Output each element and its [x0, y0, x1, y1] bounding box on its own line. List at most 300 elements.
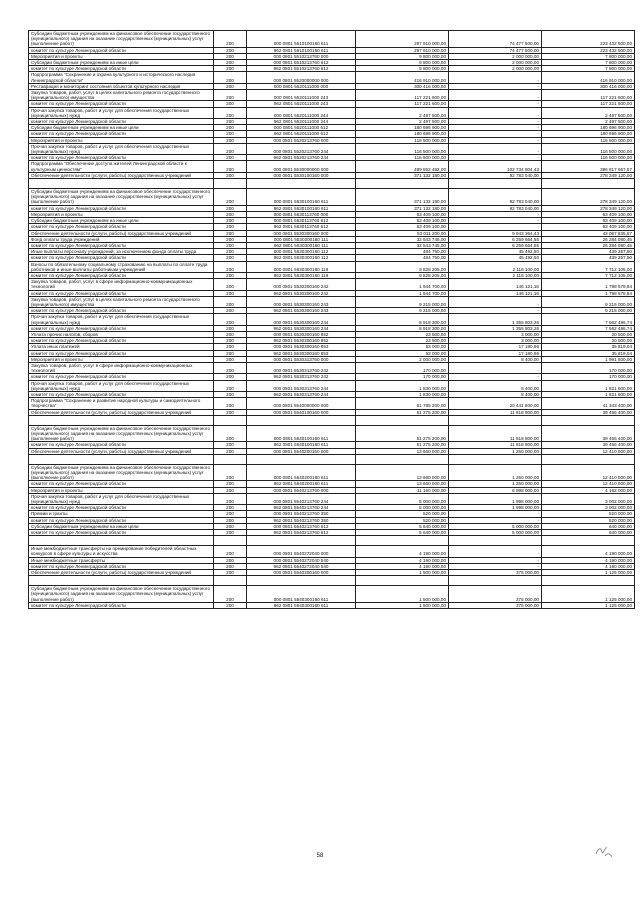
- row-amount-executed: 1 355 803,26: [449, 325, 542, 331]
- row-code: 200: [214, 517, 247, 523]
- row-amount-approved: 520 000,00: [356, 517, 449, 523]
- row-kbk: 962 0801 5530300160 111: [247, 242, 356, 248]
- row-code: 200: [214, 314, 247, 325]
- row-amount-remaining: 4 190 000,00: [542, 546, 635, 557]
- row-code: 200: [214, 31, 247, 48]
- row-kbk: 962 0801 5520213760 244: [247, 155, 356, 161]
- row-kbk: 000 0801 5530300160 000: [247, 230, 356, 236]
- row-amount-remaining: 1 798 578,84: [542, 290, 635, 296]
- row-amount-remaining: 1 821 600,00: [542, 391, 635, 397]
- row-code: 200: [214, 398, 247, 409]
- row-kbk: 962 0801 5540213760 612: [247, 530, 356, 536]
- row-amount-approved: 2 497 500,00: [356, 119, 449, 125]
- row-code: 200: [214, 493, 247, 504]
- row-name: Закупка товаров, работ, услуг в сфере информационно-коммуникационных технологий: [29, 279, 214, 290]
- row-amount-approved: 63 409 100,00: [356, 218, 449, 224]
- row-amount-executed: 6 259 664,55: [449, 236, 542, 242]
- row-amount-remaining: 7 800 000,00: [542, 53, 635, 59]
- spacer-cell: [356, 536, 449, 546]
- row-amount-approved: 23 500,00: [356, 338, 449, 344]
- row-amount-approved: 180 696 900,00: [356, 131, 449, 137]
- row-amount-approved: 297 910 000,00: [356, 47, 449, 53]
- row-kbk: 962 0801 5530313760 244: [247, 391, 356, 397]
- row-amount-approved: 416 910 000,00: [356, 72, 449, 83]
- row-amount-approved: 117 221 600,00: [356, 101, 449, 107]
- row-code: 200: [214, 338, 247, 344]
- row-code: 200: [214, 350, 247, 356]
- spacer-cell: [214, 536, 247, 546]
- row-amount-approved: 9 215 000,00: [356, 296, 449, 307]
- row-amount-executed: 9 943 364,43: [449, 230, 542, 236]
- row-kbk: 962 0801 5530313760 242: [247, 374, 356, 380]
- row-amount-approved: 2 497 500,00: [356, 107, 449, 118]
- row-name: Фонд оплаты труда учреждений: [29, 236, 214, 242]
- row-amount-remaining: 35 819,04: [542, 350, 635, 356]
- row-amount-approved: 4 190 000,00: [356, 557, 449, 563]
- row-kbk: 962 0801 5530300160 852: [247, 338, 356, 344]
- table-row: [29, 362, 635, 373]
- row-amount-remaining: 39 456 400,00: [542, 442, 635, 448]
- row-amount-remaining: 640 000,00: [542, 530, 635, 536]
- row-code: 200: [214, 72, 247, 83]
- row-name: комитет по культуре Ленинградской области: [29, 530, 214, 536]
- row-kbk: 000 0801 5530300160 112: [247, 249, 356, 255]
- row-kbk: 000 0801 5520111000 612: [247, 125, 356, 131]
- row-kbk: 962 0801 5510213760 612: [247, 66, 356, 72]
- row-amount-approved: 1 944 700,00: [356, 279, 449, 290]
- row-amount-approved: 300 416 000,00: [356, 83, 449, 89]
- row-amount-approved: 8 918 300,00: [356, 314, 449, 325]
- spacer-cell: [214, 454, 247, 464]
- table-spacer-row: [29, 576, 635, 586]
- row-amount-remaining: 180 696 900,00: [542, 125, 635, 131]
- table-row: [29, 493, 635, 504]
- row-amount-executed: 1 250 000,00: [449, 464, 542, 481]
- row-code: 200: [214, 602, 247, 608]
- spacer-cell: [356, 179, 449, 189]
- row-name: Уплата прочих налогов, сборов: [29, 331, 214, 337]
- table-row: [29, 279, 635, 290]
- row-name: Взносы по обязательному социальному страхованию на выплаты по оплате труда работников и иные выплаты работникам учреждений: [29, 261, 214, 272]
- row-amount-remaining: 12 410 000,00: [542, 481, 635, 487]
- row-name: комитет по культуре Ленинградской области: [29, 290, 214, 296]
- row-amount-executed: 8 400,00: [449, 356, 542, 362]
- row-kbk: 000 0801 5540200160 611: [247, 464, 356, 481]
- row-amount-remaining: 180 696 900,00: [542, 131, 635, 137]
- row-amount-executed: 11 818 800,00: [449, 409, 542, 415]
- spacer-cell: [29, 454, 214, 464]
- row-amount-executed: -: [449, 137, 542, 143]
- row-name: Мероприятия и проекты: [29, 53, 214, 59]
- row-name: комитет по культуре Ленинградской области: [29, 66, 214, 72]
- row-name: Обеспечение деятельности (услуги, работы) государственных учреждений: [29, 172, 214, 178]
- row-amount-remaining: 117 221 600,00: [542, 90, 635, 101]
- row-amount-remaining: 116 500 000,00: [542, 143, 635, 154]
- row-code: 200: [214, 143, 247, 154]
- row-name: комитет по культуре Ленинградской области: [29, 119, 214, 125]
- row-amount-executed: -: [449, 119, 542, 125]
- row-code: 200: [214, 331, 247, 337]
- row-kbk: 962 0801 5530300160 112: [247, 255, 356, 261]
- row-kbk: 000 0801 5540272040 000: [247, 546, 356, 557]
- row-amount-executed: -: [449, 101, 542, 107]
- row-amount-remaining: 7 800 000,00: [542, 60, 635, 66]
- row-amount-executed: -: [449, 511, 542, 517]
- row-amount-approved: 170 000,00: [356, 362, 449, 373]
- table-row: [29, 398, 635, 409]
- row-amount-executed: 17 180,96: [449, 350, 542, 356]
- row-code: 200: [214, 362, 247, 373]
- row-amount-approved: 53 011 200,00: [356, 230, 449, 236]
- row-amount-remaining: 26 284 080,45: [542, 242, 635, 248]
- row-code: 200: [214, 107, 247, 118]
- row-name: Реставрация и мониторинг состояния объектов культурного наследия: [29, 83, 214, 89]
- row-amount-executed: -: [449, 143, 542, 154]
- row-amount-executed: -: [449, 546, 542, 557]
- row-amount-approved: 1 944 700,00: [356, 290, 449, 296]
- row-code: 200: [214, 155, 247, 161]
- table-row: [29, 602, 635, 608]
- row-amount-approved: 13 660 000,00: [356, 464, 449, 481]
- row-kbk: 000 0801 5530313760 000: [247, 356, 356, 362]
- row-code: 200: [214, 161, 247, 172]
- row-kbk: 962 0801 5540100160 611: [247, 442, 356, 448]
- row-amount-remaining: 39 456 400,00: [542, 409, 635, 415]
- row-name: комитет по культуре Ленинградской области: [29, 308, 214, 314]
- row-amount-executed: 20 441 800,00: [449, 398, 542, 409]
- row-amount-executed: 375 000,00: [449, 570, 542, 576]
- row-amount-approved: 499 552 462,00: [356, 161, 449, 172]
- row-amount-remaining: 4 190 000,00: [542, 563, 635, 569]
- row-kbk: 962 0801 5520111000 244: [247, 119, 356, 125]
- row-amount-executed: 17 180,96: [449, 344, 542, 350]
- spacer-cell: [356, 415, 449, 425]
- table-spacer-row: [29, 415, 635, 425]
- row-amount-remaining: 117 221 600,00: [542, 101, 635, 107]
- table-row: [29, 586, 635, 603]
- row-amount-approved: 4 190 000,00: [356, 563, 449, 569]
- row-amount-remaining: 20 500,00: [542, 338, 635, 344]
- row-kbk: 000 0801 5510213760 000: [247, 53, 356, 59]
- row-amount-approved: 9 800 000,00: [356, 66, 449, 72]
- row-code: 200: [214, 101, 247, 107]
- row-name: комитет по культуре Ленинградской области: [29, 338, 214, 344]
- row-code: 200: [214, 242, 247, 248]
- row-amount-approved: 53 000,00: [356, 344, 449, 350]
- row-amount-remaining: 3 002 000,00: [542, 505, 635, 511]
- spacer-cell: [449, 179, 542, 189]
- row-amount-remaining: 223 432 500,00: [542, 47, 635, 53]
- table-row: [29, 314, 635, 325]
- table-row: [29, 72, 635, 83]
- row-kbk: 000 0801 5530300160 243: [247, 296, 356, 307]
- spacer-cell: [29, 576, 214, 586]
- row-amount-approved: 371 132 180,00: [356, 172, 449, 178]
- row-kbk: 000 0801 5530300160 853: [247, 344, 356, 350]
- row-name: Субсидии бюджетным учреждениям на иные цели: [29, 60, 214, 66]
- spacer-cell: [449, 576, 542, 586]
- row-amount-executed: 74 477 500,00: [449, 47, 542, 53]
- row-kbk: 000 0801 5530313760 244: [247, 380, 356, 391]
- row-amount-executed: -: [449, 224, 542, 230]
- row-amount-executed: -: [449, 563, 542, 569]
- row-amount-approved: 32 543 745,00: [356, 242, 449, 248]
- row-amount-remaining: 223 432 500,00: [542, 31, 635, 48]
- spacer-cell: [214, 576, 247, 586]
- row-name: Субсидии бюджетным учреждениям на финансовое обеспечение государственного (муниципального) задания на оказание государственных (муниципальных) услуг (выполнение работ): [29, 425, 214, 442]
- row-code: 200: [214, 119, 247, 125]
- row-kbk: 000 0801 5530100160 611: [247, 189, 356, 206]
- row-amount-remaining: 278 349 120,00: [542, 172, 635, 178]
- row-code: 200: [214, 66, 247, 72]
- row-amount-remaining: 439 257,50: [542, 255, 635, 261]
- row-amount-executed: 92 783 040,00: [449, 172, 542, 178]
- budget-table: [28, 30, 635, 609]
- spacer-cell: [449, 454, 542, 464]
- row-name: комитет по культуре Ленинградской области: [29, 442, 214, 448]
- row-amount-executed: 1 998 000,00: [449, 493, 542, 504]
- row-amount-remaining: 35 819,04: [542, 344, 635, 350]
- row-name: Премии и гранты: [29, 511, 214, 517]
- spacer-cell: [449, 536, 542, 546]
- row-amount-remaining: 1 125 000,00: [542, 586, 635, 603]
- row-code: 200: [214, 279, 247, 290]
- row-name: Мероприятия и проекты: [29, 211, 214, 217]
- row-amount-remaining: 9 215 000,00: [542, 308, 635, 314]
- row-code: 200: [214, 249, 247, 255]
- row-amount-executed: 1 998 000,00: [449, 505, 542, 511]
- row-kbk: 000 0801 5510100160 611: [247, 31, 356, 48]
- row-name: Прочая закупка товаров, работ и услуг для обеспечения государственных (муниципальных) нужд: [29, 143, 214, 154]
- row-amount-remaining: 2 497 500,00: [542, 107, 635, 118]
- row-code: 200: [214, 272, 247, 278]
- row-amount-approved: 23 500,00: [356, 331, 449, 337]
- row-kbk: 962 0801 5530300160 243: [247, 308, 356, 314]
- row-kbk: 000 0801 5540213760 000: [247, 487, 356, 493]
- row-amount-approved: 8 918 300,00: [356, 325, 449, 331]
- row-kbk: 962 0801 5520111000 612: [247, 131, 356, 137]
- row-name: комитет по культуре Ленинградской области: [29, 47, 214, 53]
- spacer-cell: [214, 179, 247, 189]
- row-kbk: 962 0801 5530100160 611: [247, 205, 356, 211]
- row-amount-approved: 116 500 000,00: [356, 143, 449, 154]
- row-code: 200: [214, 137, 247, 143]
- row-amount-approved: 520 000,00: [356, 511, 449, 517]
- row-amount-approved: 61 785 200,00: [356, 398, 449, 409]
- row-name: Прочая закупка товаров, работ и услуг для обеспечения государственных (муниципальных) нужд: [29, 314, 214, 325]
- row-amount-executed: 2 116 100,00: [449, 261, 542, 272]
- row-kbk: 000 0801 5540272040 540: [247, 557, 356, 563]
- row-amount-approved: 371 132 180,00: [356, 189, 449, 206]
- row-name: Обеспечение деятельности (услуги, работы) государственных учреждений: [29, 448, 214, 454]
- row-amount-executed: 3 000,00: [449, 331, 542, 337]
- row-amount-executed: 375 000,00: [449, 586, 542, 603]
- row-amount-executed: 92 783 040,00: [449, 205, 542, 211]
- row-amount-approved: 11 160 000,00: [356, 487, 449, 493]
- row-kbk: 000 0801 5540300160 611: [247, 586, 356, 603]
- budget-table-body: [29, 31, 635, 609]
- row-amount-executed: 11 818 800,00: [449, 425, 542, 442]
- row-amount-remaining: 278 349 120,00: [542, 189, 635, 206]
- row-amount-approved: 1 500 000,00: [356, 586, 449, 603]
- row-amount-executed: -: [449, 107, 542, 118]
- row-code: 200: [214, 546, 247, 557]
- row-code: 200: [214, 442, 247, 448]
- row-kbk: 000 0801 5530300160 852: [247, 331, 356, 337]
- row-amount-remaining: 640 000,00: [542, 523, 635, 529]
- row-amount-executed: -: [449, 374, 542, 380]
- row-amount-executed: 375 000,00: [449, 602, 542, 608]
- row-code: 200: [214, 487, 247, 493]
- row-amount-remaining: 1 991 600,00: [542, 356, 635, 362]
- page-number: 58: [316, 853, 324, 859]
- row-amount-executed: 1 250 000,00: [449, 448, 542, 454]
- row-name: Обеспечение деятельности (услуги, работы) государственных учреждений: [29, 409, 214, 415]
- row-amount-remaining: 116 500 000,00: [542, 137, 635, 143]
- row-amount-executed: -: [449, 83, 542, 89]
- row-amount-remaining: 1 125 000,00: [542, 570, 635, 576]
- row-kbk: 000 0801 5530000000 000: [247, 161, 356, 172]
- row-code: 200: [214, 425, 247, 442]
- row-code: 200: [214, 448, 247, 454]
- row-amount-approved: 170 000,00: [356, 374, 449, 380]
- row-amount-remaining: 170 000,00: [542, 362, 635, 373]
- row-kbk: 000 0801 5520111000 243: [247, 90, 356, 101]
- row-amount-approved: 53 000,00: [356, 350, 449, 356]
- row-amount-approved: 9 800 000,00: [356, 53, 449, 59]
- row-amount-executed: 8 400,00: [449, 391, 542, 397]
- row-name: комитет по культуре Ленинградской области: [29, 325, 214, 331]
- row-amount-approved: 9 800 000,00: [356, 60, 449, 66]
- row-amount-approved: 2 000 000,00: [356, 356, 449, 362]
- row-code: 200: [214, 505, 247, 511]
- row-amount-remaining: 7 562 496,74: [542, 325, 635, 331]
- row-amount-remaining: 278 349 120,00: [542, 205, 635, 211]
- table-row: [29, 31, 635, 48]
- row-amount-approved: 9 828 205,00: [356, 272, 449, 278]
- row-code: 200: [214, 261, 247, 272]
- table-spacer-row: [29, 536, 635, 546]
- row-name: Уплата иных платежей: [29, 344, 214, 350]
- row-amount-executed: -: [449, 308, 542, 314]
- row-amount-approved: 297 910 000,00: [356, 31, 449, 48]
- row-amount-remaining: 396 817 657,57: [542, 161, 635, 172]
- row-code: 200: [214, 374, 247, 380]
- row-kbk: 962 0801 5530300160 853: [247, 350, 356, 356]
- row-kbk: 962 0801 5530300160 242: [247, 290, 356, 296]
- row-amount-remaining: 7 712 105,00: [542, 261, 635, 272]
- row-amount-remaining: 170 000,00: [542, 374, 635, 380]
- spacer-cell: [29, 179, 214, 189]
- row-amount-executed: -: [449, 218, 542, 224]
- table-row: [29, 90, 635, 101]
- row-code: 200: [214, 586, 247, 603]
- row-name: Подпрограмма "Сохранение и развитие народной культуры и самодеятельного творчества": [29, 398, 214, 409]
- row-code: 200: [214, 511, 247, 517]
- row-amount-executed: -: [449, 90, 542, 101]
- row-amount-executed: 146 121,16: [449, 279, 542, 290]
- row-amount-remaining: 41 343 400,00: [542, 398, 635, 409]
- row-kbk: 000 0801 5520213760 000: [247, 137, 356, 143]
- row-kbk: 000 0801 5530113760 000: [247, 211, 356, 217]
- row-amount-remaining: 4 162 000,00: [542, 487, 635, 493]
- row-kbk: 962 0801 5540272040 540: [247, 563, 356, 569]
- row-code: 200: [214, 570, 247, 576]
- row-amount-executed: 45 492,50: [449, 249, 542, 255]
- row-kbk: 000 0801 5530313760 242: [247, 362, 356, 373]
- row-code: 200: [214, 344, 247, 350]
- table-row: [29, 296, 635, 307]
- row-amount-remaining: 26 284 080,45: [542, 236, 635, 242]
- row-kbk: 962 0801 5530300160 119: [247, 272, 356, 278]
- row-name: комитет по культуре Ленинградской области: [29, 505, 214, 511]
- row-amount-remaining: 63 409 100,00: [542, 211, 635, 217]
- row-name: Прочая закупка товаров, работ и услуг для обеспечения государственных (муниципальных) нужд: [29, 493, 214, 504]
- row-amount-remaining: 9 215 000,00: [542, 296, 635, 307]
- row-amount-remaining: 116 500 000,00: [542, 155, 635, 161]
- row-name: комитет по культуре Ленинградской области: [29, 242, 214, 248]
- table-row: [29, 546, 635, 557]
- budget-document: [28, 30, 632, 609]
- row-code: 200: [214, 563, 247, 569]
- row-amount-executed: 2 000 000,00: [449, 66, 542, 72]
- row-amount-remaining: 439 257,50: [542, 249, 635, 255]
- row-amount-executed: 6 259 664,55: [449, 242, 542, 248]
- row-code: 200: [214, 189, 247, 206]
- row-amount-executed: 1 355 803,26: [449, 314, 542, 325]
- row-code: 200: [214, 325, 247, 331]
- row-name: Закупка товаров, работ, услуг в целях капитального ремонта государственного (муниципального) имущества: [29, 296, 214, 307]
- row-amount-approved: 4 190 000,00: [356, 546, 449, 557]
- row-amount-remaining: 63 409 100,00: [542, 218, 635, 224]
- spacer-cell: [247, 536, 356, 546]
- row-code: 200: [214, 172, 247, 178]
- row-kbk: 000 0801 5510213760 612: [247, 60, 356, 66]
- row-name: Мероприятия и проекты: [29, 137, 214, 143]
- row-amount-remaining: 520 000,00: [542, 517, 635, 523]
- row-kbk: 000 0801 5540213760 612: [247, 523, 356, 529]
- row-amount-executed: 8 400,00: [449, 380, 542, 391]
- row-kbk: 000 0801 5530300160 119: [247, 261, 356, 272]
- row-amount-approved: 9 215 000,00: [356, 308, 449, 314]
- table-row: [29, 425, 635, 442]
- table-row: [29, 143, 635, 154]
- row-amount-executed: 45 492,50: [449, 255, 542, 261]
- spacer-cell: [449, 415, 542, 425]
- table-row: [29, 107, 635, 118]
- spacer-cell: [247, 454, 356, 464]
- row-name: комитет по культуре Ленинградской области: [29, 131, 214, 137]
- row-code: 200: [214, 391, 247, 397]
- row-code: 200: [214, 53, 247, 59]
- row-amount-executed: -: [449, 296, 542, 307]
- row-name: комитет по культуре Ленинградской области: [29, 224, 214, 230]
- row-amount-approved: 13 660 000,00: [356, 448, 449, 454]
- row-amount-executed: 3 000,00: [449, 338, 542, 344]
- row-kbk: 962 0801 5540213760 350: [247, 517, 356, 523]
- row-amount-executed: 92 783 040,00: [449, 189, 542, 206]
- row-code: 200: [214, 211, 247, 217]
- row-name: Субсидии бюджетным учреждениям на финансовое обеспечение государственного (муниципального) задания на оказание государственных (муниципальных) услуг (выполнение работ): [29, 586, 214, 603]
- row-amount-approved: 180 696 900,00: [356, 125, 449, 131]
- row-code: 200: [214, 409, 247, 415]
- row-amount-approved: 1 500 000,00: [356, 602, 449, 608]
- row-code: 200: [214, 218, 247, 224]
- row-amount-executed: -: [449, 125, 542, 131]
- row-name: комитет по культуре Ленинградской области: [29, 255, 214, 261]
- row-amount-remaining: 12 410 000,00: [542, 448, 635, 454]
- row-name: Мероприятия и проекты: [29, 487, 214, 493]
